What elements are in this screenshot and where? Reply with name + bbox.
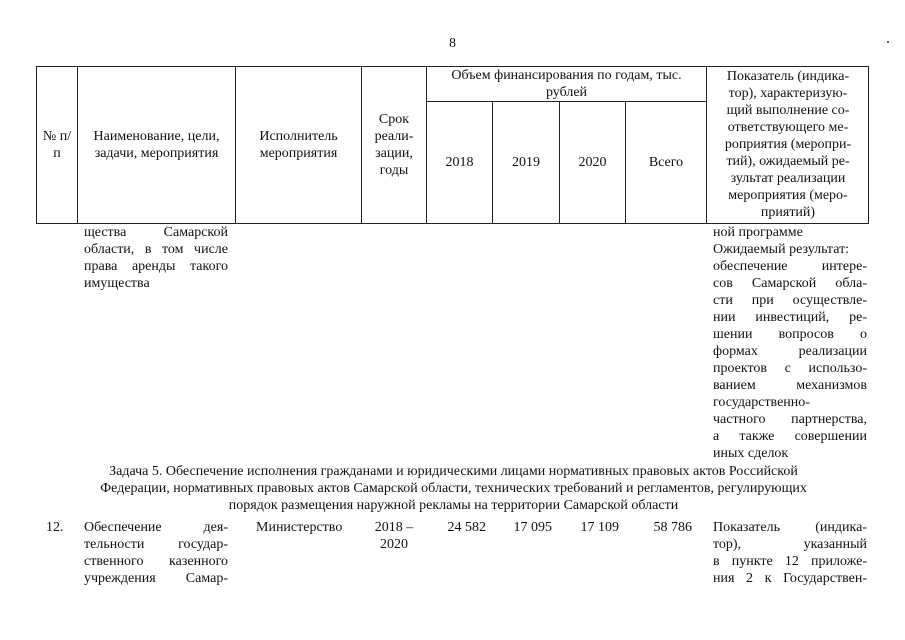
header-2019: 2019 bbox=[512, 155, 540, 170]
continued-name-cell: щества Самарской области, в том числе права аренды такого имущества bbox=[84, 225, 228, 291]
row12-indicator: Показатель (индика- тор), указанный в пункте 12 приложе- ния 2 к Государствен- bbox=[713, 520, 867, 586]
continued-indicator-cell: ной программе Ожидаемый результат: обеспечение интере- сов Самарской обла- сти при осуществле- нии инвестиций, ре- шении вопросов о формах реализации проектов с использо- ванием механизмов государственно- частного партнерства, а также совершении иных сделок bbox=[713, 225, 867, 461]
row12-value-total: 58 786 bbox=[653, 520, 692, 535]
header-name: Наименование, цели, задачи, мероприятия bbox=[93, 129, 220, 161]
header-funding-group: Объем финансирования по годам, тыс. рублей bbox=[451, 68, 682, 100]
header-executor: Исполнитель мероприятия bbox=[259, 129, 338, 161]
row12-name: Обеспечение дея- тельности государ- ственного казенного учреждения Самар- bbox=[84, 520, 228, 586]
scan-speck bbox=[887, 41, 889, 43]
row12-value-2018: 24 582 bbox=[447, 520, 486, 535]
header-2018: 2018 bbox=[445, 155, 474, 170]
row12-term: 2018 – 2020 bbox=[374, 520, 414, 552]
row12-executor: Министерство bbox=[256, 520, 343, 535]
page-number: 8 bbox=[449, 36, 456, 51]
header-indicator: Показатель (индика- тор), характеризую- щий выполнение со- ответствующего ме- роприятия (меропри- тий), ожидаемый ре- зультат реализации мероприятия (меро- приятий) bbox=[724, 69, 852, 220]
header-total: Всего bbox=[648, 155, 684, 170]
row12-value-2019: 17 095 bbox=[513, 520, 552, 535]
task5-heading: Задача 5. Обеспечение исполнения гражданами и юридическими лицами нормативных правовых актов Российской Федерации, нормативных правовых актов Самарской области, технических требований и регламентов, регулирующих порядок размещения наружной рекламы на территории Самарской области bbox=[100, 464, 807, 513]
header-term: Срок реали-зации, годы bbox=[374, 112, 414, 178]
row12-number: 12. bbox=[46, 520, 64, 535]
row12-value-2020: 17 109 bbox=[580, 520, 619, 535]
header-number: № п/п bbox=[42, 129, 72, 161]
header-2020: 2020 bbox=[578, 155, 607, 170]
